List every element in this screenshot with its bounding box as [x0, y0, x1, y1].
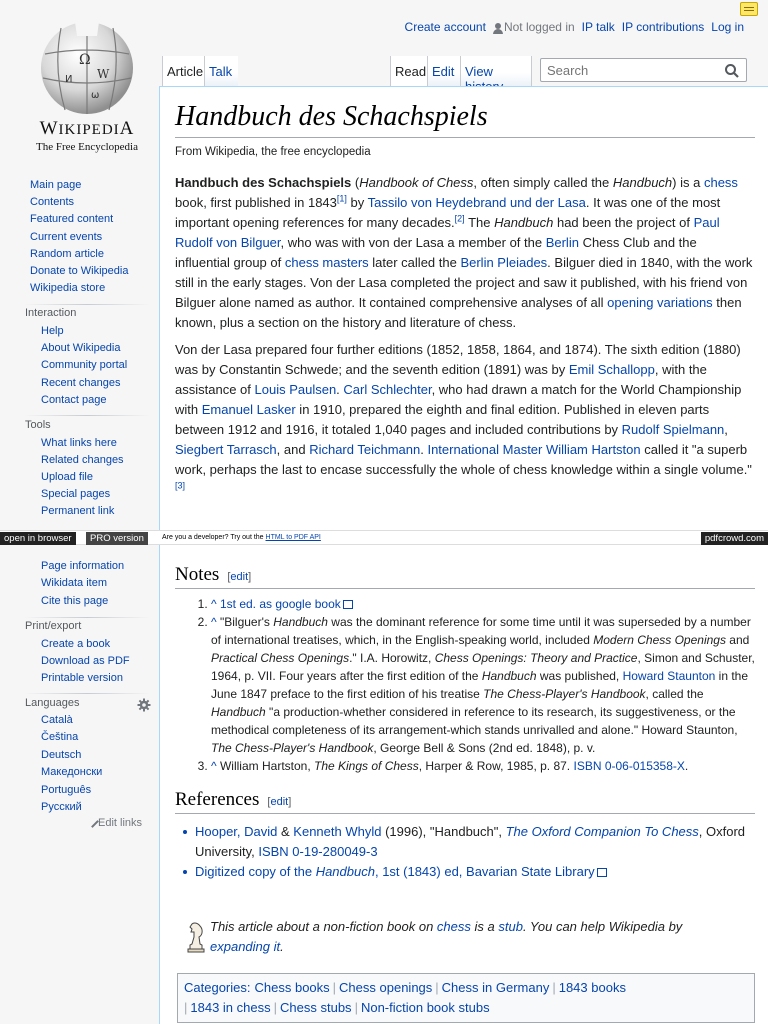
text: . — [420, 442, 428, 457]
tab-view-history-label: View — [465, 64, 493, 79]
pdfcrowd-site-link[interactable]: pdfcrowd.com — [701, 532, 768, 545]
tab-talk-label: Talk — [209, 64, 233, 79]
notification-icon[interactable] — [740, 2, 758, 16]
category-separator: | — [184, 1000, 188, 1015]
text: . — [336, 382, 344, 397]
pro-version-button[interactable]: PRO version — [86, 532, 148, 545]
references-edit-link[interactable]: edit — [270, 796, 289, 808]
category-separator: | — [332, 980, 337, 995]
sidebar-lang-5[interactable]: Русский — [41, 801, 82, 813]
pdfcrowd-banner — [0, 530, 768, 545]
search-input[interactable] — [541, 59, 721, 81]
italic-text: Handbuch — [612, 175, 673, 190]
sidebar-item-cite-this-page[interactable]: Cite this page — [41, 595, 109, 607]
developer-text: Are you a developer? Try out the — [162, 534, 264, 541]
text: William Hartston, — [219, 759, 314, 773]
notes-heading-text: Notes — [175, 564, 220, 585]
ref-1[interactable]: [1] — [336, 193, 347, 204]
pencil-icon — [86, 815, 99, 828]
text: , George Bell & Sons (2nd ed. 1848), p. v. — [373, 741, 596, 755]
text: ( — [351, 175, 360, 190]
category-link[interactable]: Chess in Germany — [441, 980, 550, 995]
text: (1996), "Handbuch", — [381, 824, 506, 839]
italic-text: Handbuch — [494, 215, 554, 230]
link-chess[interactable]: chess — [703, 175, 738, 190]
link-tassilo[interactable]: Tassilo von Heydebrand und der Lasa — [367, 195, 586, 210]
sidebar-item-printable-version[interactable]: Printable version — [41, 672, 123, 685]
tab-read-label: Read — [395, 64, 427, 79]
category-link[interactable]: 1843 in chess — [190, 1000, 271, 1015]
languages-heading: Languages — [25, 697, 80, 709]
tab-article-label: Article — [167, 64, 204, 79]
text: & — [277, 824, 294, 839]
chess-knight-icon — [185, 919, 207, 953]
puzzle-globe-icon — [35, 18, 139, 118]
link-hartston[interactable]: William Hartston — [546, 442, 641, 457]
sidebar-separator — [24, 693, 150, 694]
external-link-icon — [597, 868, 607, 877]
text: , called the — [645, 687, 704, 701]
text: , with the assistance of — [175, 362, 707, 397]
link-bilguer[interactable]: Paul Rudolf von Bilguer — [175, 215, 720, 250]
stub-link-stub[interactable]: stub — [498, 919, 523, 934]
category-separator: | — [273, 1000, 278, 1015]
anon-user-icon — [493, 23, 502, 34]
italic-text: Practical Chess Openings — [211, 651, 350, 665]
content-area — [159, 86, 768, 1024]
text: , 1st (1843) ed, Bavarian State Library — [374, 864, 595, 879]
text: in 1910, prepared the eighth and final edition. Published in eleven parts between 1912 and 1916, it totaled 1,040 pages and included contributions by — [175, 402, 710, 437]
sidebar-lang-0[interactable]: Català — [41, 714, 73, 726]
sidebar-lang-4[interactable]: Português — [41, 783, 92, 796]
ref-2[interactable]: [2] — [454, 213, 465, 224]
references-list — [175, 822, 755, 882]
link-opening-variations[interactable]: opening variations — [607, 295, 713, 310]
text: , and — [276, 442, 310, 457]
category-link[interactable]: Chess books — [254, 980, 330, 995]
svg-text:И: И — [65, 74, 73, 85]
text: by — [346, 195, 368, 210]
sidebar-item-what-links-here[interactable]: What links here — [41, 437, 117, 449]
notes-edit-section: [edit] — [227, 571, 252, 583]
external-link-icon — [343, 600, 353, 609]
text: , Oxford University, — [195, 824, 746, 859]
tab-read[interactable] — [390, 56, 427, 87]
personal-tools — [405, 20, 744, 34]
italic-text: Handbuch — [211, 705, 266, 719]
text: Digitized copy of the — [195, 864, 316, 879]
note-2-backlink[interactable]: ^ — [211, 615, 217, 629]
search-box — [540, 58, 747, 82]
sidebar-item-special-pages[interactable]: Special pages — [41, 488, 111, 500]
link-berlin-pleiades[interactable]: Berlin Pleiades — [460, 255, 548, 270]
sidebar-item-download-as-pdf[interactable]: Download as PDF — [41, 655, 130, 668]
log-in-link[interactable]: Log in — [711, 20, 744, 34]
italic-text: The Kings of Chess — [314, 759, 419, 773]
sidebar-item-help[interactable]: Help — [41, 325, 64, 337]
link-tarrasch[interactable]: Siegbert Tarrasch — [175, 442, 277, 457]
text: then known, plus a section on the history and literature of chess. — [175, 295, 742, 330]
note-3 — [211, 757, 755, 775]
references-heading-text: References — [175, 789, 260, 810]
category-link[interactable]: Chess openings — [339, 980, 433, 995]
note-1 — [211, 595, 755, 613]
html-to-pdf-api-link[interactable]: HTML to PDF API — [265, 534, 321, 541]
category-separator: | — [435, 980, 439, 995]
text: , Simon and Schuster, 1964, p. VII. Four years after the first edition of the — [211, 651, 755, 683]
italic-text: Chess Openings: Theory and Practice — [434, 651, 638, 665]
text: book, first published in 1843 — [175, 195, 337, 210]
sidebar-item-community-portal[interactable]: Community portal — [41, 359, 128, 372]
text: later called the — [368, 255, 461, 270]
link-schlechter[interactable]: Carl Schlechter — [343, 382, 432, 397]
italic-text: Handbuch — [315, 864, 375, 879]
category-links — [177, 973, 755, 1023]
sidebar-item-related-changes[interactable]: Related changes — [41, 454, 124, 466]
sidebar-separator — [24, 415, 150, 416]
notes-list — [175, 595, 755, 775]
text: ) is a — [672, 175, 704, 190]
tab-article[interactable] — [162, 56, 204, 87]
article-body — [175, 87, 755, 1015]
interaction-heading: Interaction — [25, 307, 77, 319]
link-oxford-companion[interactable]: The Oxford Companion To Chess — [505, 824, 699, 839]
sidebar-item-main-page[interactable]: Main page — [30, 179, 82, 191]
text: . It was one of the most important opening references for many decades. — [175, 195, 721, 230]
note-2 — [211, 613, 755, 757]
text: had been the project of — [553, 215, 694, 230]
categories-label[interactable]: Categories — [184, 980, 247, 995]
open-in-browser-button[interactable]: open in browser — [0, 532, 76, 545]
link-digitized-copy[interactable] — [195, 864, 595, 879]
svg-text:W: W — [97, 67, 110, 81]
sidebar-separator — [24, 304, 150, 305]
ref-3[interactable]: [3] — [175, 480, 186, 491]
text: . — [280, 939, 284, 954]
tab-edit[interactable] — [427, 56, 460, 87]
svg-text:Ω: Ω — [79, 52, 91, 68]
sidebar-lang-3[interactable]: Македонски — [41, 766, 103, 779]
link-schallopp[interactable]: Emil Schallopp — [568, 362, 655, 377]
category-link[interactable]: Non-fiction book stubs — [360, 1000, 490, 1015]
sidebar-item-wikidata-item[interactable]: Wikidata item — [41, 577, 108, 589]
sidebar-separator — [24, 617, 150, 618]
wikipedia-logo[interactable] — [14, 18, 160, 153]
text: ." I.A. Horowitz, — [349, 651, 435, 665]
bold-title: Handbuch des Schachspiels — [175, 175, 352, 190]
sidebar-lang-1[interactable]: Čeština — [41, 731, 79, 744]
text: , Harper & Row, 1985, p. 87. — [418, 759, 574, 773]
sidebar-item-create-a-book[interactable]: Create a book — [41, 638, 111, 650]
developer-note — [162, 534, 321, 541]
sidebar-item-permanent-link[interactable]: Permanent link — [41, 505, 115, 517]
notes-heading — [175, 564, 755, 589]
link-teichmann[interactable]: Richard Teichmann — [309, 442, 421, 457]
text: "a production-whether considered in reference to its research, its suggestiveness, or the methodical completeness of its arrangement-which stands unrivalled and alone." Howard Staunton, — [211, 705, 738, 737]
sidebar-item-contents[interactable]: Contents — [30, 196, 75, 209]
italic-text: Handbuch — [273, 615, 328, 629]
sidebar-item-contact-page[interactable]: Contact page — [41, 393, 107, 406]
svg-text:ω: ω — [91, 90, 100, 101]
sidebar-item-page-information[interactable]: Page information — [41, 560, 125, 572]
link-isbn-hartston[interactable]: ISBN 0-06-015358-X — [573, 759, 685, 773]
sidebar-item-random-article[interactable]: Random article — [30, 247, 104, 260]
note-3-backlink[interactable]: ^ — [211, 759, 217, 773]
text: Von der Lasa prepared four further editions (1852, 1858, 1864, and 1874). The sixth edition (1880) was by Constantin Schwede; and the seventh edition (1891) was by — [175, 342, 741, 377]
sidebar-item-donate-to-wikipedia[interactable]: Donate to Wikipedia — [30, 265, 129, 277]
text: This article about a non-fiction book on — [210, 919, 437, 934]
reference-2 — [195, 862, 755, 882]
category-link[interactable]: Chess stubs — [280, 1000, 352, 1015]
text: was the dominant reference for some time until it was superseded by a number of international treatises, which, in the English-speaking world, included — [211, 615, 751, 647]
category-separator: | — [552, 980, 556, 995]
sidebar-item-current-events[interactable]: Current events — [30, 230, 103, 243]
ip-talk-link[interactable]: IP talk — [581, 20, 615, 34]
categories-colon: : — [246, 980, 251, 995]
italic-text: Handbuch — [481, 669, 537, 683]
text: Chess Club and the influential group of — [175, 235, 697, 270]
sidebar-lang-2[interactable]: Deutsch — [41, 748, 82, 761]
text: and — [725, 633, 750, 647]
site-subtitle: From Wikipedia, the free encyclopedia — [175, 146, 371, 158]
tab-talk[interactable] — [204, 56, 238, 87]
link-hooper[interactable]: Hooper, David — [195, 824, 278, 839]
text: The — [464, 215, 495, 230]
tagline: The Free Encyclopedia — [35, 141, 138, 153]
print-export-heading: Print/export — [25, 620, 82, 632]
sidebar-item-upload-file[interactable]: Upload file — [41, 471, 93, 483]
edit-links[interactable] — [88, 817, 142, 829]
text: , who was with von der Lasa a member of the — [280, 235, 546, 250]
page-title: Handbuch des Schachspiels — [175, 101, 755, 138]
notes-edit-link[interactable]: edit — [230, 571, 249, 583]
stub-notice — [185, 917, 745, 957]
text: . You can help Wikipedia by — [522, 919, 683, 934]
link-whyld[interactable]: Kenneth Whyld — [293, 824, 382, 839]
text: in the June 1847 preface to the first edition of his treatise — [211, 669, 749, 701]
edit-links-label: Edit links — [98, 817, 143, 829]
link-lasker[interactable]: Emanuel Lasker — [201, 402, 296, 417]
tab-edit-label: Edit — [432, 64, 455, 79]
gear-icon[interactable] — [137, 698, 151, 712]
stub-link-chess[interactable]: chess — [436, 919, 471, 934]
not-logged-in-label: Not logged in — [503, 20, 575, 34]
text: "Bilguer's — [219, 615, 274, 629]
sidebar-item-featured-content[interactable]: Featured content — [30, 213, 114, 226]
sidebar-item-recent-changes[interactable]: Recent changes — [41, 376, 121, 389]
link-chess-masters[interactable]: chess masters — [284, 255, 369, 270]
text: , — [724, 422, 728, 437]
sidebar-item-about-wikipedia[interactable]: About Wikipedia — [41, 342, 121, 355]
italic-text: The Chess-Player's Handbook — [211, 741, 374, 755]
link-paulsen[interactable]: Louis Paulsen — [254, 382, 337, 397]
paragraph-2 — [175, 340, 755, 500]
paragraph-1 — [175, 173, 755, 333]
text: is a — [470, 919, 499, 934]
link-spielmann[interactable]: Rudolf Spielmann — [621, 422, 725, 437]
create-account-link[interactable]: Create account — [404, 20, 486, 34]
references-heading — [175, 789, 755, 814]
stub-link-expanding[interactable]: expanding it — [210, 939, 281, 954]
link-isbn-oxford[interactable]: ISBN 0-19-280049-3 — [258, 844, 378, 859]
category-link[interactable]: 1843 books — [558, 980, 626, 995]
italic-text: The Chess-Player's Handbook — [483, 687, 646, 701]
italic-text: Modern Chess Openings — [593, 633, 726, 647]
category-separator: | — [354, 1000, 358, 1015]
references-edit-section: [edit] — [267, 796, 292, 808]
note-1-backlink[interactable]: ^ — [211, 597, 217, 611]
tab-view-history[interactable] — [460, 56, 532, 87]
text: called it "a superb work, perhaps the last to encase successfully the whole of chess knowledge within a single volume." — [175, 442, 752, 477]
link-international-master[interactable]: International Master — [427, 442, 543, 457]
link-berlin[interactable]: Berlin — [545, 235, 579, 250]
wordmark: WIKIPEDIA — [39, 118, 135, 139]
ip-contributions-link[interactable]: IP contributions — [621, 20, 705, 34]
tools-heading: Tools — [25, 419, 51, 431]
sidebar-item-wikipedia-store[interactable]: Wikipedia store — [30, 282, 106, 295]
text: . Bilguer died in 1840, with the work still in the early stages. Von der Lasa completed the project and saw it published, with his friend von Bilguer alone named as author. It contained comprehensive analyses of all — [175, 255, 753, 310]
reference-1 — [195, 822, 755, 862]
note-1-link[interactable]: 1st ed. as google book — [219, 597, 341, 611]
link-staunton[interactable]: Howard Staunton — [622, 669, 716, 683]
italic-text: Handbook of Chess — [359, 175, 474, 190]
text: , who had drawn a match for the World Championship with — [175, 382, 742, 417]
search-icon[interactable] — [724, 63, 740, 79]
text: . — [684, 759, 689, 773]
text: was published, — [536, 669, 623, 683]
text: , often simply called the — [473, 175, 613, 190]
